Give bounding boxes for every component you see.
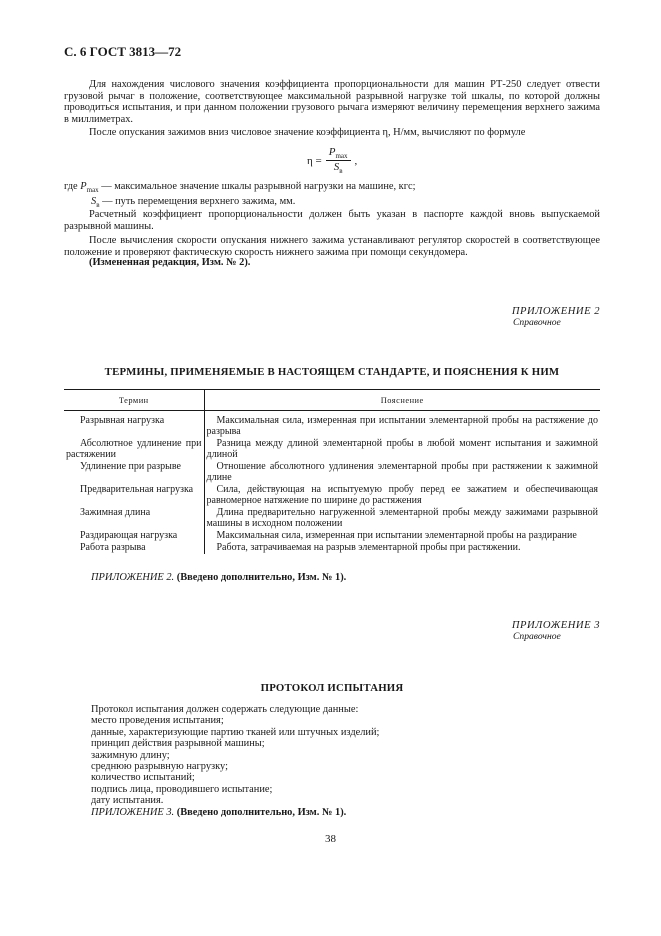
paragraph-1: Для нахождения числового значения коэффициента пропорциональности для машин РТ-250 следует отвести грузовой рычаг в положение, соответствующее максимальной разрывной нагрузке той шкалы, по которой должны проводиться испытания, и при данном положении грузового рычага измеряют величину перемещения верхнего зажима в миллиметрах. — [64, 79, 600, 125]
table-row — [64, 415, 600, 438]
change-note: (Измененная редакция, Изм. № 2). — [89, 257, 251, 268]
paragraph-2: После опускания зажимов вниз числовое значение коэффициента η, Н/мм, вычисляют по формуле — [89, 127, 526, 138]
appendix-3-label: ПРИЛОЖЕНИЕ 3 — [511, 620, 600, 631]
expl-cell: Длина предварительно нагруженной элементарной пробы между зажимами разрывной машины в исходном положении — [206, 506, 598, 529]
list-item: зажимную длину; — [91, 749, 170, 761]
table-row — [64, 542, 600, 554]
appendix-2-label-block — [420, 306, 600, 328]
list-item: подпись лица, проводившего испытание; — [91, 783, 273, 795]
expl-cell: Разница между длиной элементарной пробы в любой момент испытания и зажимной длиной — [206, 437, 598, 460]
table-row — [64, 530, 600, 542]
terms-col-expl: Пояснение — [204, 390, 600, 411]
page-header: С. 6 ГОСТ 3813—72 — [64, 44, 182, 59]
list-item: среднюю разрывную нагрузку; — [91, 761, 229, 773]
appendix-3-sub: Справочное — [513, 631, 561, 642]
formula — [307, 146, 357, 175]
term-cell: Разрывная нагрузка — [80, 414, 165, 426]
appendix-2-note: ПРИЛОЖЕНИЕ 2. (Введено дополнительно, Изм. № 1). — [91, 572, 347, 583]
appendix-3-title: ПРОТОКОЛ ИСПЫТАНИЯ — [260, 682, 404, 694]
expl-cell: Максимальная сила, измеренная при испытании элементарной пробы на растяжение до разрыва — [206, 414, 598, 437]
table-row — [64, 438, 600, 461]
protocol-list — [91, 704, 591, 818]
term-cell: Предварительная нагрузка — [80, 483, 194, 495]
paragraph-3: Расчетный коэффициент пропорциональности должен быть указан в паспорте каждой вновь выпускаемой разрывной машины. — [64, 209, 600, 232]
formula-denominator: $S_в$ — [333, 161, 343, 176]
term-cell: Раздирающая нагрузка — [80, 529, 178, 541]
table-row — [64, 507, 600, 530]
term-cell: Зажимная длина — [80, 506, 151, 518]
terms-col-term: Термин — [64, 390, 204, 411]
appendix-2-title: ТЕРМИНЫ, ПРИМЕНЯЕМЫЕ В НАСТОЯЩЕМ СТАНДАРТЕ, И ПОЯСНЕНИЯ К НИМ — [104, 366, 560, 378]
formula-fraction — [326, 146, 351, 175]
expl-cell: Сила, действующая на испытуемую пробу перед ее зажатием и обеспечивающая равномерное натяжение по ширине до растяжения — [206, 483, 598, 506]
formula-numerator: $P_{max}$ — [326, 146, 351, 161]
terms-table-header — [64, 390, 600, 411]
formula-tail: , — [354, 154, 358, 167]
term-cell: Абсолютное удлинение при растяжении — [66, 437, 202, 460]
term-cell: Работа разрыва — [80, 541, 146, 553]
appendix-2-label: ПРИЛОЖЕНИЕ 2 — [511, 306, 600, 317]
appendix-3-note: ПРИЛОЖЕНИЕ 3. (Введено дополнительно, Изм. № 1). — [91, 806, 347, 818]
formula-lhs: η = — [307, 154, 322, 167]
where-line-2: $S_в$ — путь перемещения верхнего зажима, мм. — [91, 196, 296, 210]
table-row — [64, 484, 600, 507]
list-item: данные, характеризующие партию тканей или штучных изделий; — [91, 726, 380, 738]
expl-cell: Отношение абсолютного удлинения элементарной пробы при растяжении к зажимной длине — [206, 460, 598, 483]
expl-cell: Максимальная сила, измеренная при испытании элементарной пробы на раздирание — [216, 529, 577, 541]
list-item: место проведения испытания; — [91, 715, 224, 727]
expl-cell: Работа, затрачиваемая на разрыв элементарной пробы при растяжении. — [216, 541, 521, 553]
protocol-intro: Протокол испытания должен содержать следующие данные: — [91, 704, 359, 715]
term-cell: Удлинение при разрыве — [80, 460, 181, 472]
appendix-2-sub: Справочное — [513, 317, 561, 328]
paragraph-4: После вычисления скорости опускания нижнего зажима устанавливают регулятор скоростей в соответствующее положение и проверяют фактическую скорость нижнего зажима при помощи секундомера. — [64, 235, 600, 258]
list-item: дату испытания. — [91, 795, 164, 807]
table-row — [64, 461, 600, 484]
list-item: количество испытаний; — [91, 772, 195, 784]
list-item: принцип действия разрывной машины; — [91, 738, 265, 750]
terms-table — [64, 389, 600, 554]
appendix-3-label-block — [420, 620, 600, 642]
page-number: 38 — [325, 833, 336, 845]
where-line-1: где $P_{max}$ — максимальное значение шкалы разрывной нагрузки на машине, кгс; — [64, 181, 416, 195]
